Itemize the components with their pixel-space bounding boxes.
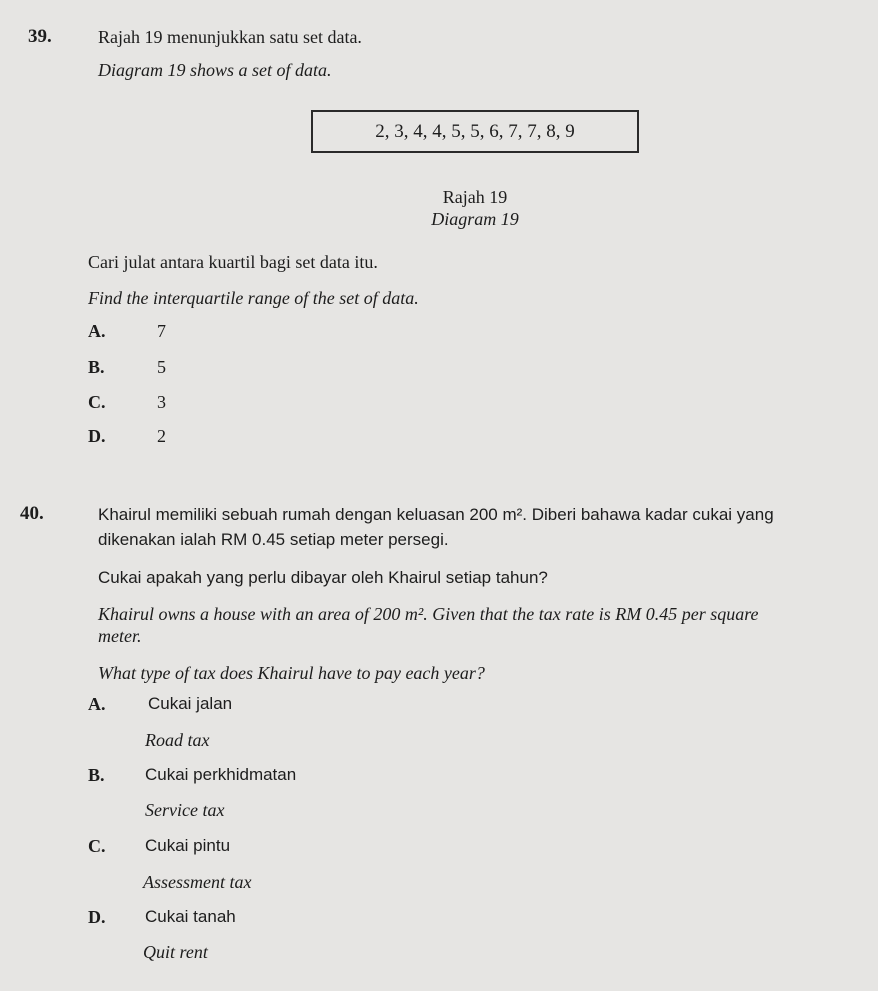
question-39-ask-en: Find the interquartile range of the set of data.	[88, 288, 419, 308]
question-40-ask-ms: Cukai apakah yang perlu dibayar oleh Khairul setiap tahun?	[98, 568, 548, 587]
option-letter[interactable]: C.	[88, 392, 106, 412]
option-value[interactable]: 3	[157, 392, 166, 412]
option-label-ms[interactable]: Cukai pintu	[145, 836, 231, 855]
option-label-ms[interactable]: Cukai tanah	[145, 907, 236, 926]
diagram-caption-en: Diagram 19	[431, 209, 519, 229]
option-value[interactable]: 2	[157, 426, 166, 446]
option-label-en: Service tax	[145, 800, 225, 820]
option-value[interactable]: 7	[157, 321, 166, 341]
question-40-number: 40.	[20, 503, 44, 524]
question-39-intro-en: Diagram 19 shows a set of data.	[98, 60, 332, 80]
option-label-ms[interactable]: Cukai jalan	[148, 694, 233, 713]
option-letter[interactable]: D.	[88, 426, 106, 446]
option-label-en: Quit rent	[143, 942, 208, 962]
question-39-intro-ms: Rajah 19 menunjukkan satu set data.	[98, 27, 362, 47]
option-letter[interactable]: B.	[88, 765, 105, 785]
option-label-en: Assessment tax	[143, 872, 252, 892]
question-40-line1-en: Khairul owns a house with an area of 200 m². Given that the tax rate is RM 0.45 per square	[98, 604, 759, 624]
option-letter[interactable]: A.	[88, 321, 106, 341]
question-40-line2-ms: dikenakan ialah RM 0.45 setiap meter persegi.	[98, 530, 449, 549]
question-39-number: 39.	[28, 26, 52, 47]
option-letter[interactable]: D.	[88, 907, 106, 927]
option-letter[interactable]: A.	[88, 694, 106, 714]
question-40-line1-ms: Khairul memiliki sebuah rumah dengan keluasan 200 m². Diberi bahawa kadar cukai yang	[98, 505, 774, 524]
data-set-box: 2, 3, 4, 4, 5, 5, 6, 7, 7, 8, 9	[311, 110, 639, 153]
question-40-line2-en: meter.	[98, 626, 142, 646]
question-40-ask-en: What type of tax does Khairul have to pay each year?	[98, 663, 485, 683]
option-label-ms[interactable]: Cukai perkhidmatan	[145, 765, 297, 784]
option-letter[interactable]: B.	[88, 357, 105, 377]
option-letter[interactable]: C.	[88, 836, 106, 856]
diagram-caption-ms: Rajah 19	[442, 187, 508, 207]
option-label-en: Road tax	[145, 730, 210, 750]
question-39-ask-ms: Cari julat antara kuartil bagi set data itu.	[88, 252, 378, 272]
option-value[interactable]: 5	[157, 357, 166, 377]
